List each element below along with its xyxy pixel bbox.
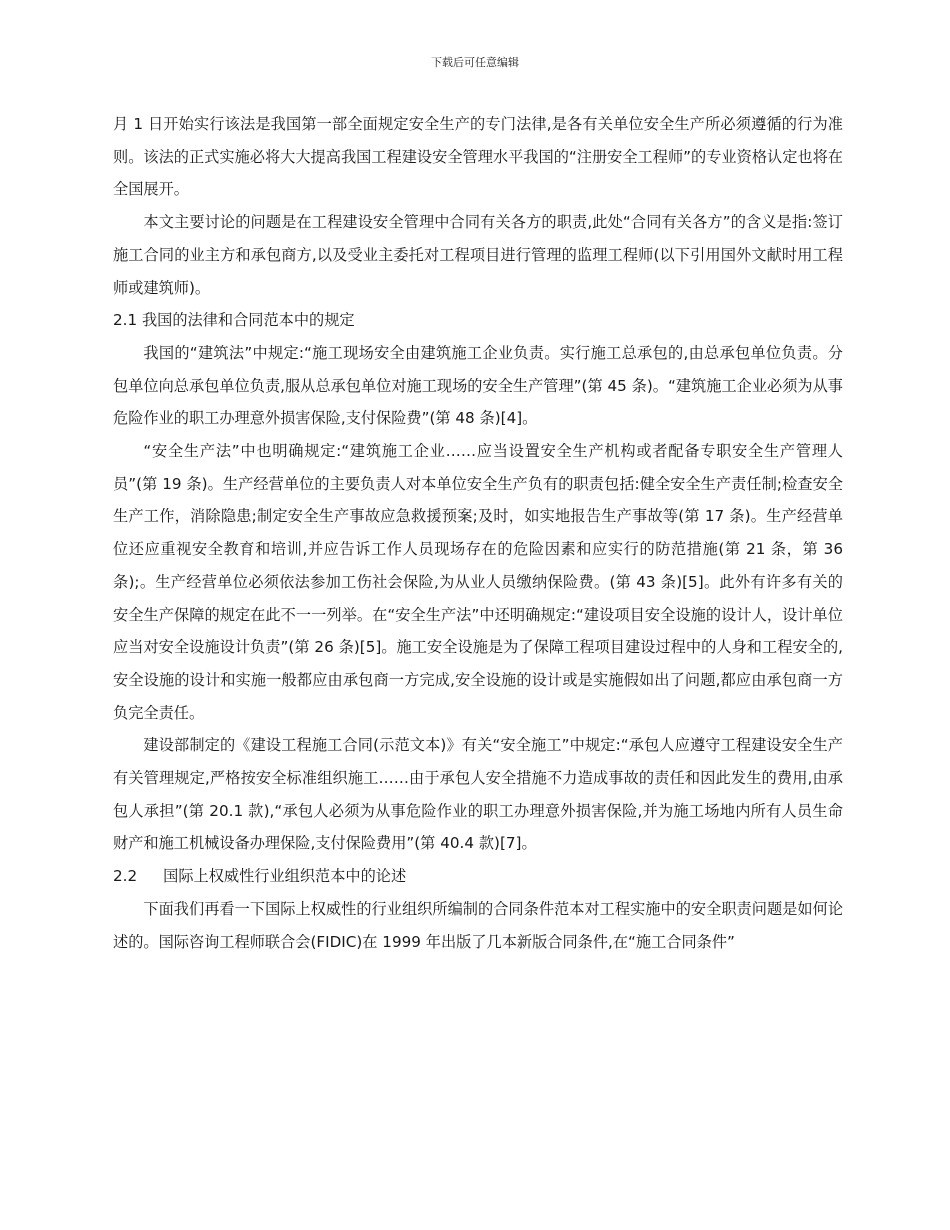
- section-title: 国际上权威性行业组织范本中的论述: [163, 867, 407, 886]
- paragraph-safety-production-law: “安全生产法”中也明确规定:“建筑施工企业……应当设置安全生产机构或者配备专职安全生产管理人员”(第 19 条)。生产经营单位的主要负责人对本单位安全生产负有的职责包括:健全安全生产责任制;检查安全生产工作，消除隐患;制定安全生产事故应急救援预案;及时，如实地报告生产事故等(第 17 条)。生产经营单位还应重视安全教育和培训,并应告诉工作人员现场存在的危险因素和应实行的防范措施(第 21 条，第 36 条);。生产经营单位必须依法参加工伤社会保险,为从业人员缴纳保险费。(第 43 条)[5]。此外有许多有关的安全生产保障的规定在此不一一列举。在“安全生产法”中还明确规定:“建设项目安全设施的设计人，设计单位应当对安全设施设计负责”(第 26 条)[5]。施工安全设施是为了保障工程项目建设过程中的人身和工程安全的,安全设施的设计和实施一般都应由承包商一方完成,安全设施的设计或是实施假如出了问题,都应由承包商一方负完全责任。: [113, 442, 843, 722]
- header-text: 下载后可任意编辑: [431, 56, 519, 69]
- section-number: 2.2: [113, 867, 138, 886]
- document-body: [113, 108, 843, 958]
- section-number: 2.1: [113, 311, 138, 330]
- page-header: [0, 56, 950, 70]
- paragraph-construction-law: 我国的“建筑法”中规定:“施工现场安全由建筑施工企业负责。实行施工总承包的,由总承包单位负责。分包单位向总承包单位负责,服从总承包单位对施工现场的安全生产管理”(第 45 条)。“建筑施工企业必须为从事危险作业的职工办理意外损害保险,支付保险费”(第 48 条)[4]。: [113, 343, 843, 428]
- paragraph-contract-template: 建设部制定的《建设工程施工合同(示范文本)》有关“安全施工”中规定:“承包人应遵守工程建设安全生产有关管理规定,严格按安全标准组织施工……由于承包人安全措施不力造成事故的责任和因此发生的费用,由承包人承担”(第 20.1 款),“承包人必须为从事危险作业的职工办理意外损害保险,并为施工场地内所有人员生命财产和施工机械设备办理保险,支付保险费用”(第 40.4 款)[7]。: [113, 736, 843, 853]
- paragraph-continuation: 月 1 日开始实行该法是我国第一部全面规定安全生产的专门法律,是各有关单位安全生产所必须遵循的行为准则。该法的正式实施必将大大提高我国工程建设安全管理水平我国的“注册安全工程师”的专业资格认定也将在全国展开。: [113, 115, 843, 199]
- paragraph-scope: 本文主要讨论的问题是在工程建设安全管理中合同有关各方的职责,此处“合同有关各方”的含义是指:签订施工合同的业主方和承包商方,以及受业主委托对工程项目进行管理的监理工程师(以下引用国外文献时用工程师或建筑师)。: [113, 213, 843, 297]
- paragraph-fidic: 下面我们再看一下国际上权威性的行业组织所编制的合同条件范本对工程实施中的安全职责问题是如何论述的。国际咨询工程师联合会(FIDIC)在 1999 年出版了几本新版合同条件,在“施工合同条件”: [113, 899, 843, 951]
- section-heading-2-1: [113, 304, 843, 337]
- section-title: 我国的法律和合同范本中的规定: [141, 311, 355, 330]
- section-heading-2-2: [113, 860, 843, 893]
